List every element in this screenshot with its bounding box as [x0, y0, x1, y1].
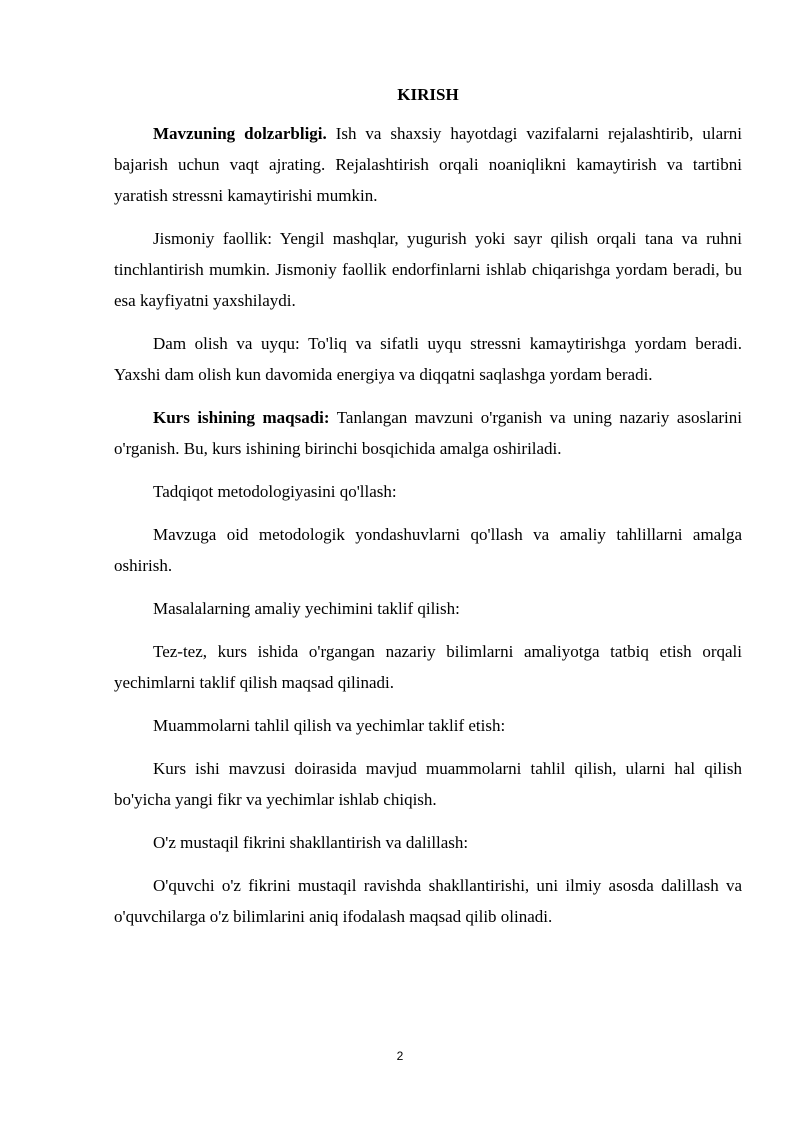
- paragraph-text: Mavzuga oid metodologik yondashuvlarni qo'llash va amaliy tahlillarni amalga oshirish.: [114, 525, 742, 575]
- paragraph-text: O'quvchi o'z fikrini mustaqil ravishda shakllantirishi, uni ilmiy asosda dalillash va o'quvchilarga o'z bilimlarini aniq ifodalash maqsad qilib olinadi.: [114, 876, 742, 926]
- paragraph-methodology-heading: [114, 476, 742, 507]
- paragraph-text: Muammolarni tahlil qilish va yechimlar taklif etish:: [153, 716, 506, 735]
- paragraph-physical-activity: [114, 223, 742, 316]
- paragraph-text: Tadqiqot metodologiyasini qo'llash:: [153, 482, 397, 501]
- paragraph-lead: Kurs ishining maqsadi:: [153, 408, 330, 427]
- paragraph-lead: Mavzuning dolzarbligi.: [153, 124, 327, 143]
- paragraph-independent-thought: [114, 870, 742, 932]
- paragraph-solutions: [114, 636, 742, 698]
- paragraph-text: Masalalarning amaliy yechimini taklif qilish:: [153, 599, 460, 618]
- page-title: KIRISH: [397, 85, 459, 104]
- paragraph-text: Dam olish va uyqu: To'liq va sifatli uyqu stressni kamaytirishga yordam beradi. Yaxshi dam olish kun davomida energiya va diqqatni saqlashga yordam beradi.: [114, 334, 742, 384]
- paragraph-course-goal: [114, 402, 742, 464]
- paragraph-methodology: [114, 519, 742, 581]
- paragraph-text: Jismoniy faollik: Yengil mashqlar, yugurish yoki sayr qilish orqali tana va ruhni tinchlantirish mumkin. Jismoniy faollik endorfinlarni ishlab chiqarishga yordam beradi, bu esa kayfiyatni yaxshilaydi.: [114, 229, 742, 310]
- paragraph-problems: [114, 753, 742, 815]
- paragraph-text: Kurs ishi mavzusi doirasida mavjud muammolarni tahlil qilish, ularni hal qilish bo'yicha yangi fikr va yechimlar ishlab chiqish.: [114, 759, 742, 809]
- paragraph-relevance: [114, 118, 742, 211]
- paragraph-text: Tez-tez, kurs ishida o'rgangan nazariy bilimlarni amaliyotga tatbiq etish orqali yechimlarni taklif qilish maqsad qilinadi.: [114, 642, 742, 692]
- paragraph-independent-thought-heading: [114, 827, 742, 858]
- paragraph-rest-sleep: [114, 328, 742, 390]
- paragraph-problems-heading: [114, 710, 742, 741]
- paragraph-text: O'z mustaqil fikrini shakllantirish va dalillash:: [153, 833, 469, 852]
- paragraph-text: Tanlangan mavzuni o'rganish va uning nazariy asoslarini o'rganish. Bu, kurs ishining birinchi bosqichida amalga oshiriladi.: [114, 408, 742, 458]
- document-page: [114, 84, 742, 944]
- paragraph-text: Ish va shaxsiy hayotdagi vazifalarni rejalashtirib, ularni bajarish uchun vaqt ajrating. Rejalashtirish orqali noaniqlikni kamaytirish va tartibni yaratish stressni kamaytirishi mumkin.: [114, 124, 742, 205]
- page-number: 2: [396, 1049, 404, 1063]
- paragraph-solutions-heading: [114, 593, 742, 624]
